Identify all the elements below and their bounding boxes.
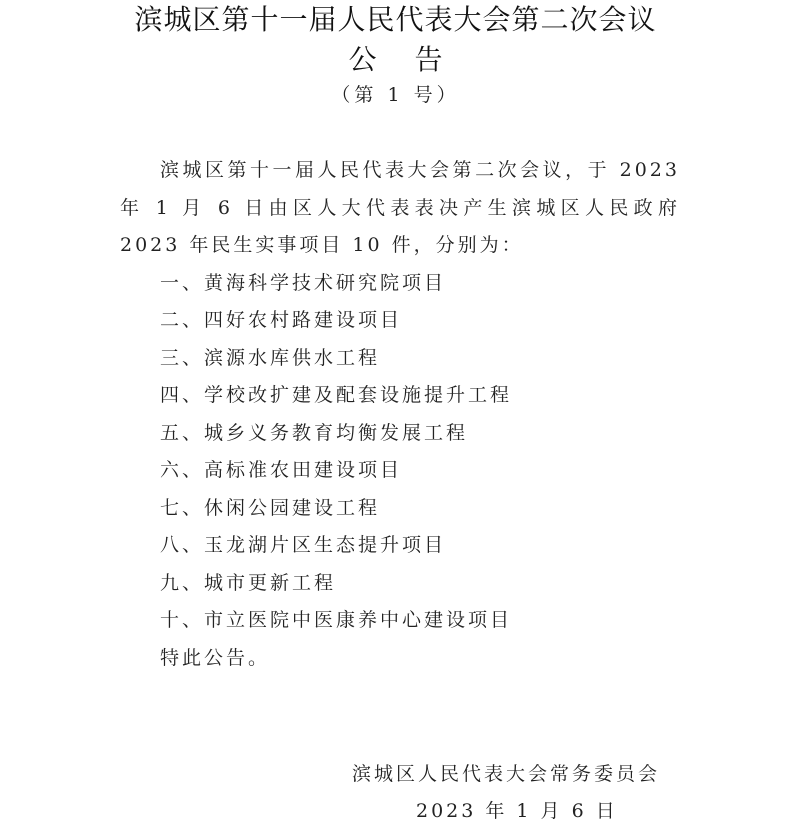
- project-list: [120, 265, 680, 640]
- announcement-body: [120, 152, 680, 677]
- signature-org: 滨城区人民代表大会常务委员会: [352, 763, 661, 785]
- intro-paragraph: 滨城区第十一届人民代表大会第二次会议，于 2023 年 1 月 6 日由区人大代表表决产生滨城区人民政府 2023 年民生实事项目 10 件，分别为：: [120, 159, 680, 256]
- list-item: 九、城市更新工程: [160, 571, 337, 594]
- closing-text: 特此公告。: [160, 646, 271, 669]
- signature-date: 2023 年 1 月 6 日: [416, 800, 618, 822]
- document-title: [0, 0, 791, 80]
- list-item: 七、休闲公园建设工程: [160, 496, 381, 519]
- list-item: 五、城乡义务教育均衡发展工程: [160, 421, 469, 444]
- signature-block: [300, 756, 720, 830]
- list-item: 八、玉龙湖片区生态提升项目: [160, 534, 447, 556]
- list-item: 六、高标准农田建设项目: [160, 459, 403, 481]
- title-line-announcement: 公告: [348, 43, 481, 76]
- list-item: 十、市立医院中医康养中心建设项目: [160, 609, 513, 631]
- list-item: 二、四好农村路建设项目: [160, 309, 403, 331]
- list-item: 四、学校改扩建及配套设施提升工程: [160, 384, 513, 406]
- list-item: 一、黄海科学技术研究院项目: [160, 271, 447, 294]
- announcement-number: （第 1 号）: [331, 84, 460, 106]
- list-item: 三、滨源水库供水工程: [160, 346, 381, 369]
- title-line-meeting: 滨城区第十一届人民代表大会第二次会议: [134, 3, 657, 36]
